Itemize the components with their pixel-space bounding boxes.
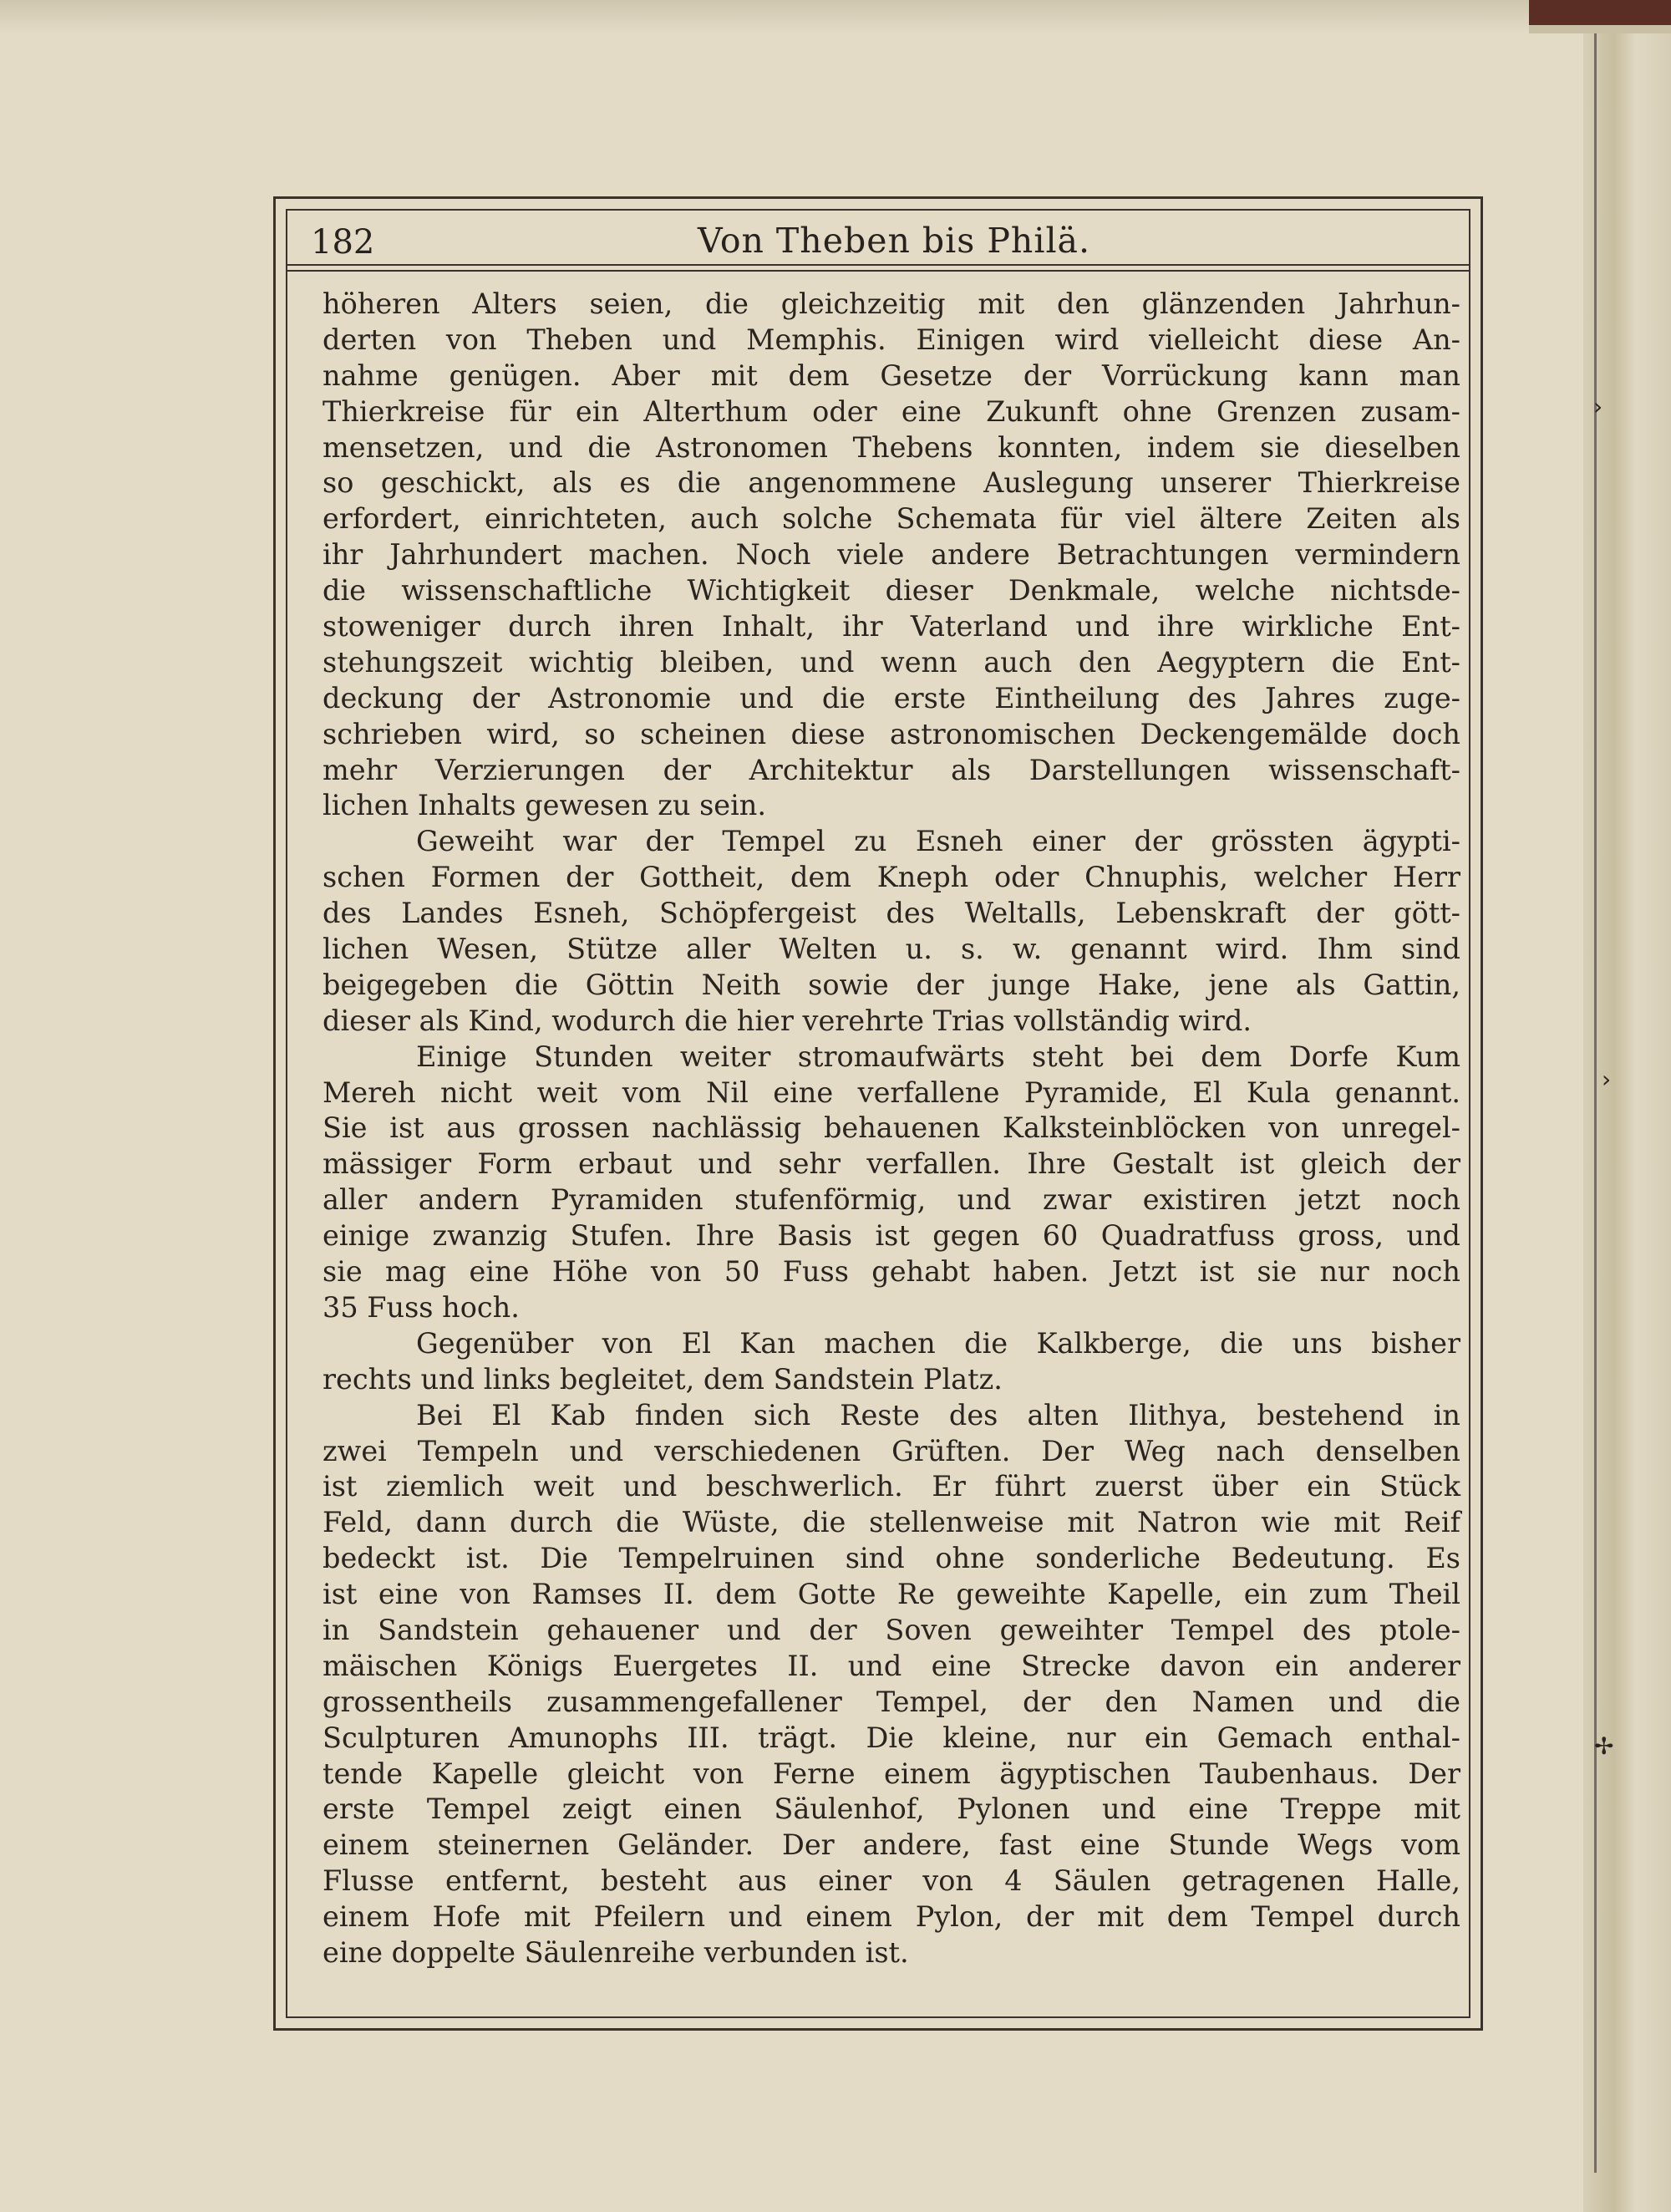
text-line: stoweniger durch ihren Inhalt, ihr Vaterland und ihre wirkliche Ent- — [323, 610, 1460, 643]
gutter-edge-line — [1594, 33, 1597, 2173]
text-line: Thierkreise für ein Alterthum oder eine Zukunft ohne Grenzen zusam- — [323, 394, 1460, 428]
text-line: Flusse entfernt, besteht aus einer von 4 Säulen getragenen Halle, — [323, 1864, 1460, 1898]
margin-arrow-icon: › — [1593, 393, 1603, 420]
text-line: 35 Fuss hoch. — [323, 1290, 520, 1324]
page-top-shadow — [0, 0, 1600, 33]
text-line: Einige Stunden weiter stromaufwärts steht bei dem Dorfe Kum — [416, 1040, 1460, 1073]
text-line: deckung der Astronomie und die erste Eintheilung des Jahres zuge- — [323, 681, 1460, 714]
text-line: dieser als Kind, wodurch die hier verehrte Trias vollständig wird. — [323, 1004, 1252, 1037]
text-line: beigegeben die Göttin Neith sowie der junge Hake, jene als Gattin, — [323, 968, 1460, 1001]
text-line: die wissenschaftliche Wichtigkeit dieser Denkmale, welche nichtsde- — [323, 574, 1460, 608]
text-line: mäischen Königs Euergetes II. und eine Strecke davon ein anderer — [323, 1649, 1460, 1682]
text-line: Mereh nicht weit vom Nil eine verfallene Pyramide, El Kula genannt. — [323, 1075, 1460, 1109]
margin-mark-icon: ✢ — [1594, 1732, 1614, 1760]
text-line: stehungszeit wichtig bleiben, und wenn auch den Aegyptern die Ent- — [323, 645, 1460, 679]
text-line: tende Kapelle gleicht von Ferne einem ägyptischen Taubenhaus. Der — [323, 1757, 1460, 1790]
text-line: schen Formen der Gottheit, dem Kneph oder Chnuphis, welcher Herr — [323, 861, 1460, 894]
text-line: Feld, dann durch die Wüste, die stellenweise mit Natron wie mit Reif — [323, 1506, 1460, 1539]
text-line: rechts und links begleitet, dem Sandstein Platz. — [323, 1362, 1003, 1396]
text-line: einem steinernen Geländer. Der andere, fast eine Stunde Wegs vom — [323, 1828, 1460, 1862]
text-line: Gegenüber von El Kan machen die Kalkberge, die uns bisher — [416, 1326, 1460, 1360]
text-line: mensetzen, und die Astronomen Thebens konnten, indem sie dieselben — [323, 430, 1460, 464]
text-line: des Landes Esneh, Schöpfergeist des Weltalls, Lebenskraft der gött- — [323, 897, 1460, 930]
text-line: lichen Inhalts gewesen zu sein. — [323, 789, 767, 822]
text-line: Geweiht war der Tempel zu Esneh einer der grössten ägypti- — [416, 825, 1460, 858]
text-line: so geschickt, als es die angenommene Auslegung unserer Thierkreise — [323, 466, 1460, 500]
text-line: derten von Theben und Memphis. Einigen wird vielleicht diese An- — [323, 323, 1460, 356]
text-line: in Sandstein gehauener und der Soven geweihter Tempel des ptole- — [323, 1613, 1460, 1646]
text-line: bedeckt ist. Die Tempelruinen sind ohne sonderliche Bedeutung. Es — [323, 1542, 1460, 1575]
margin-arrow-icon: › — [1602, 1065, 1612, 1093]
text-line: lichen Wesen, Stütze aller Welten u. s. w. genannt wird. Ihm sind — [323, 933, 1460, 966]
text-line: ist eine von Ramses II. dem Gotte Re geweihte Kapelle, ein zum Theil — [323, 1578, 1460, 1611]
text-line: ihr Jahrhundert machen. Noch viele andere Betrachtungen vermindern — [323, 538, 1460, 572]
text-line: einem Hofe mit Pfeilern und einem Pylon, der mit dem Tempel durch — [323, 1900, 1460, 1934]
text-line: schrieben wird, so scheinen diese astronomischen Deckengemälde doch — [323, 717, 1460, 750]
text-line: ist ziemlich weit und beschwerlich. Er führt zuerst über ein Stück — [323, 1470, 1460, 1503]
text-line: nahme genügen. Aber mit dem Gesetze der Vorrückung kann man — [323, 358, 1460, 392]
text-line: Bei El Kab finden sich Reste des alten Ilithya, bestehend in — [416, 1398, 1460, 1431]
text-line: erfordert, einrichteten, auch solche Schemata für viel ältere Zeiten als — [323, 502, 1460, 536]
text-line: eine doppelte Säulenreihe verbunden ist. — [323, 1935, 909, 1969]
body-text — [323, 287, 1460, 1971]
text-line: einige zwanzig Stufen. Ihre Basis ist gegen 60 Quadratfuss gross, und — [323, 1219, 1460, 1253]
text-line: aller andern Pyramiden stufenförmig, und zwar existiren jetzt noch — [323, 1183, 1460, 1217]
header-rule-lower — [286, 270, 1470, 272]
text-line: erste Tempel zeigt einen Säulenhof, Pylonen und eine Treppe mit — [323, 1792, 1460, 1826]
header-rule-upper — [286, 264, 1470, 266]
text-line: zwei Tempeln und verschiedenen Grüften. Der Weg nach denselben — [323, 1434, 1460, 1467]
binding-edge — [1529, 25, 1671, 33]
page-number: 182 — [311, 223, 375, 262]
running-title: Von Theben bis Philä. — [697, 221, 1091, 261]
text-line: mehr Verzierungen der Architektur als Darstellungen wissenschaft- — [323, 753, 1460, 786]
text-line: grossentheils zusammengefallener Tempel, der den Namen und die — [323, 1685, 1460, 1718]
text-line: mässiger Form erbaut und sehr verfallen. Ihre Gestalt ist gleich der — [323, 1147, 1460, 1181]
text-line: Sculpturen Amunophs III. trägt. Die kleine, nur ein Gemach enthal- — [323, 1721, 1460, 1754]
text-line: höheren Alters seien, die gleichzeitig mit den glänzenden Jahrhun- — [323, 287, 1460, 320]
text-line: sie mag eine Höhe von 50 Fuss gehabt haben. Jetzt ist sie nur noch — [323, 1255, 1460, 1289]
text-line: Sie ist aus grossen nachlässig behauenen Kalksteinblöcken von unregel- — [323, 1111, 1460, 1145]
